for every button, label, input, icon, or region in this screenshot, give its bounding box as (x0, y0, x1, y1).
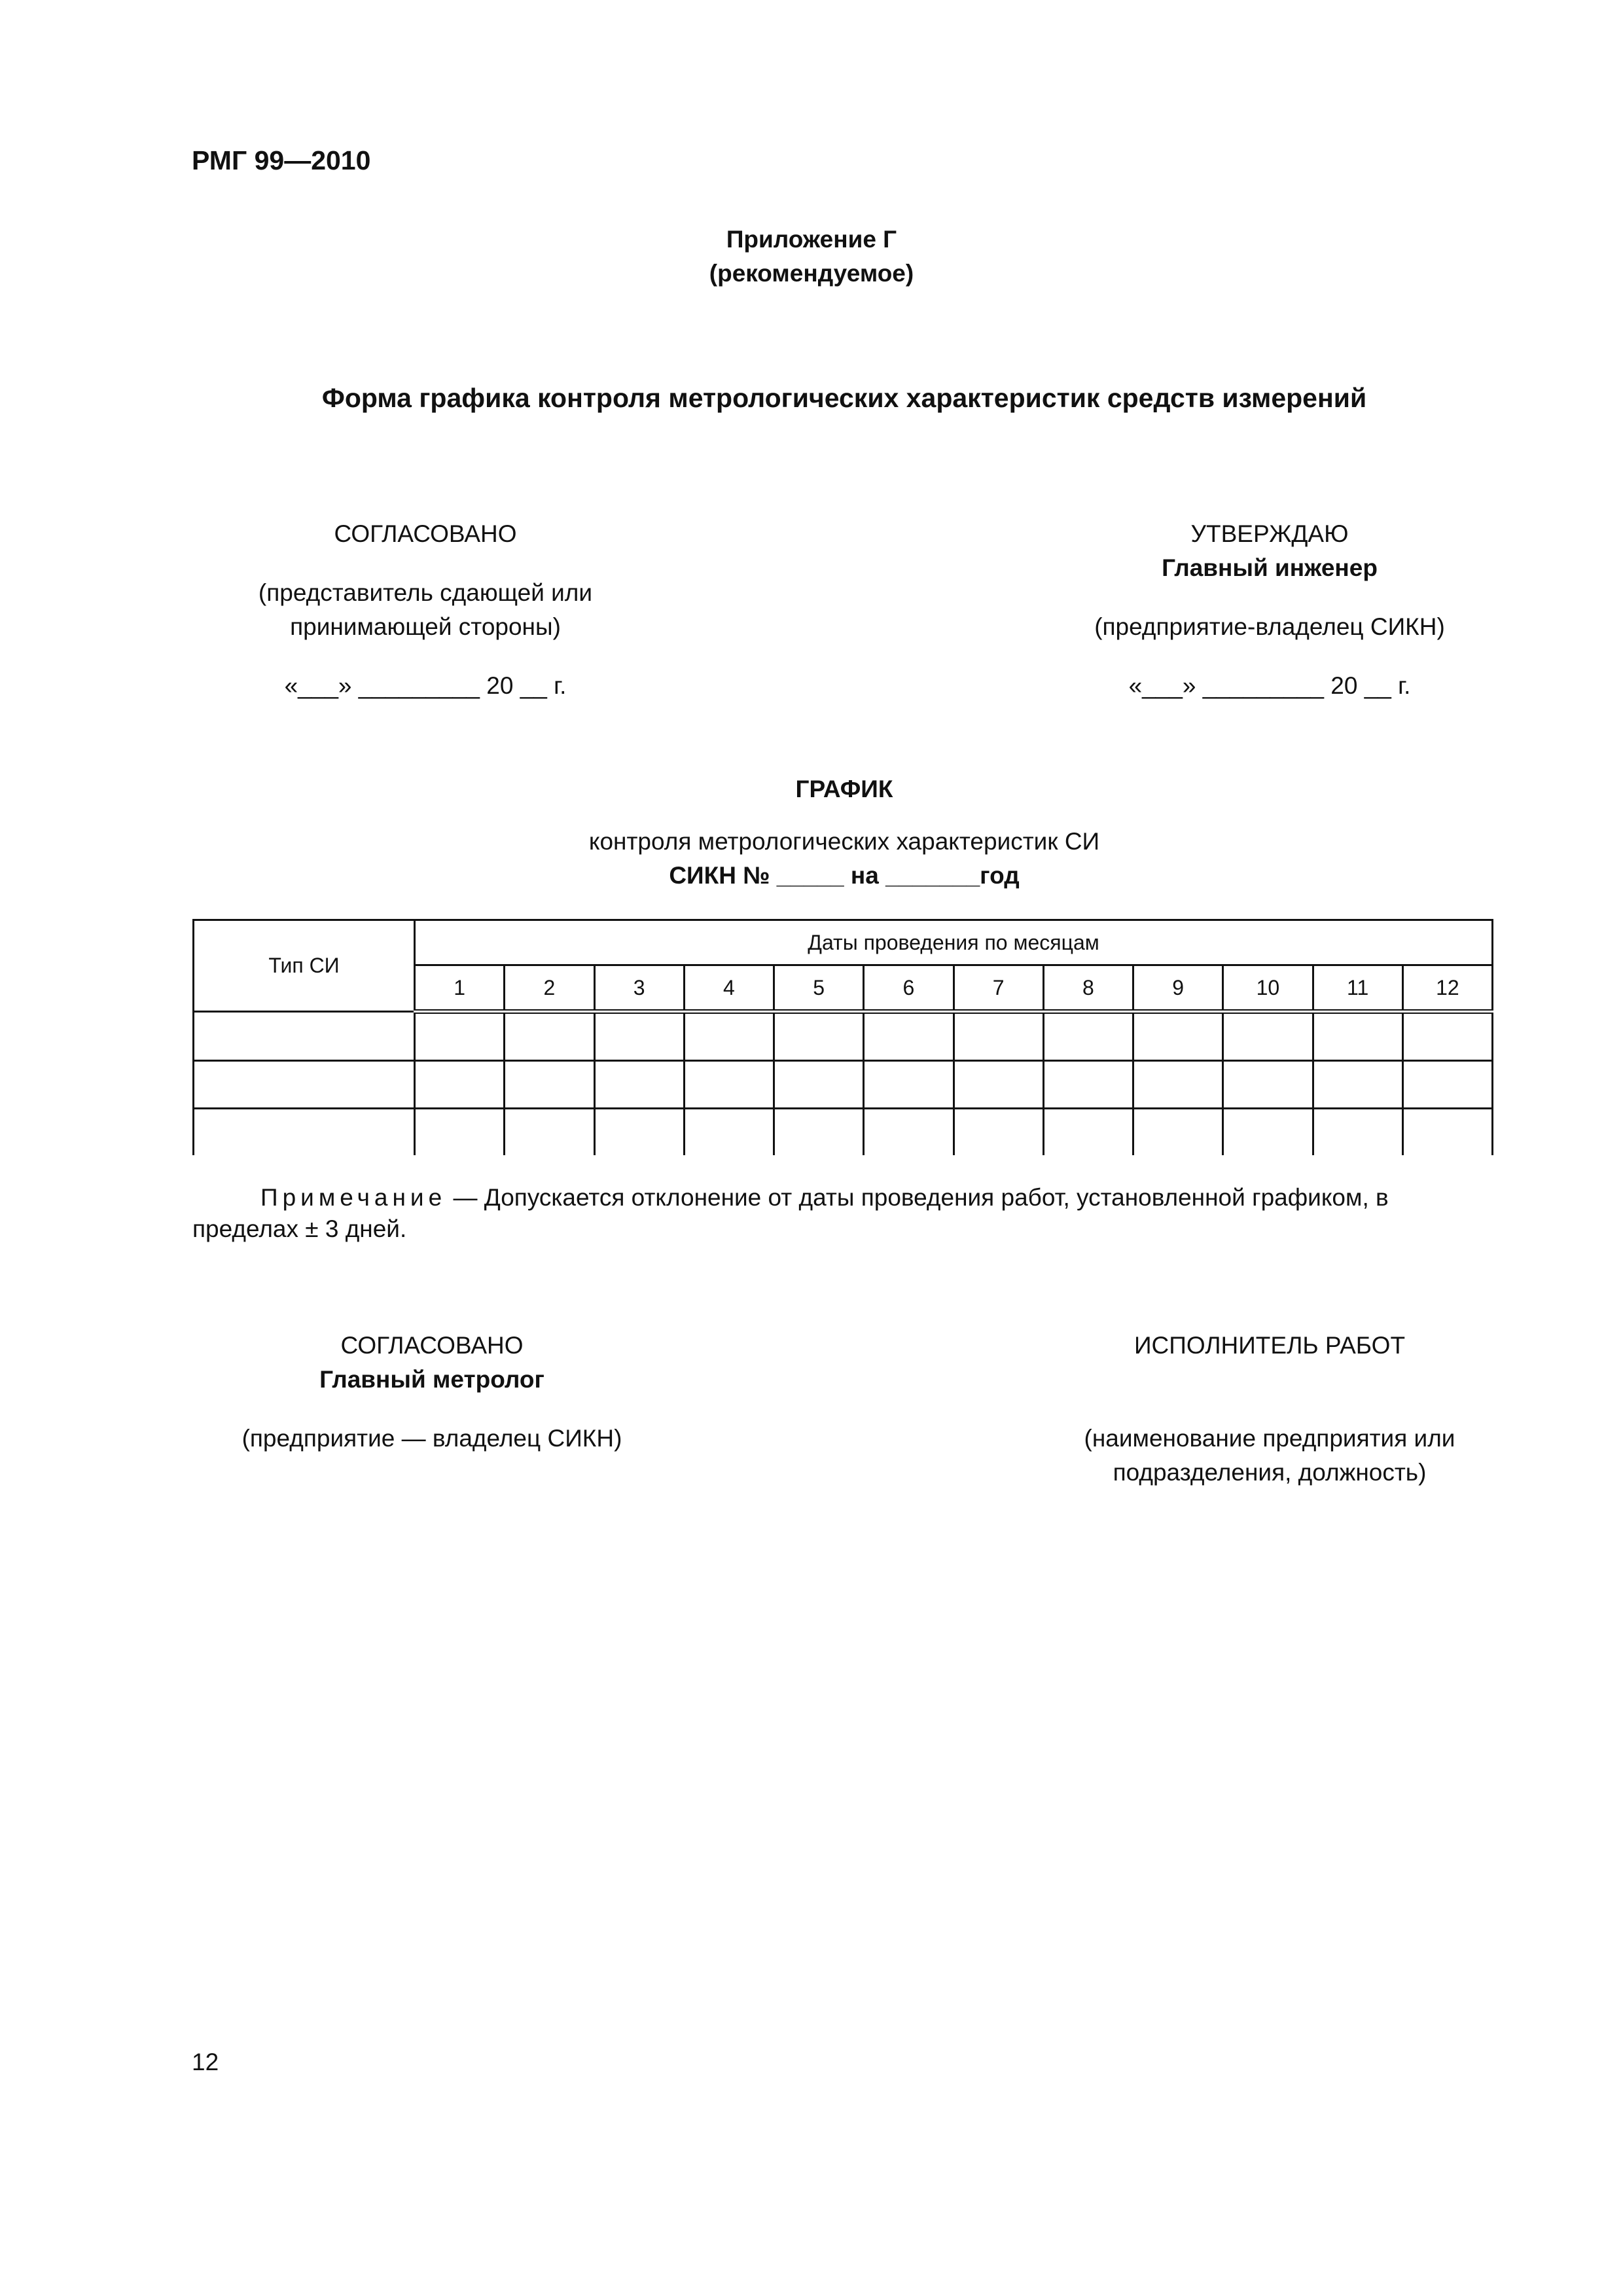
table-cell (1043, 1109, 1133, 1156)
appendix-subtitle: (рекомендуемое) (709, 260, 914, 287)
column-header-months: Даты проведения по месяцам (415, 920, 1493, 965)
month-header: 10 (1223, 965, 1313, 1012)
approval-role-line: подразделения, должность) (1113, 1459, 1427, 1486)
table-cell (594, 1061, 684, 1109)
table-cell (594, 1109, 684, 1156)
month-header: 9 (1133, 965, 1223, 1012)
table-cell (774, 1061, 864, 1109)
approval-block-agreed-top (177, 517, 674, 703)
table-cell (415, 1061, 505, 1109)
approval-role-line: (представитель сдающей или (258, 579, 593, 606)
appendix-header (550, 223, 1073, 291)
appendix-title: Приложение Г (726, 226, 897, 253)
table-cell (1043, 1012, 1133, 1061)
table-cell (954, 1109, 1043, 1156)
month-header: 5 (774, 965, 864, 1012)
table-cell (1223, 1061, 1313, 1109)
approval-heading: СОГЛАСОВАНО (334, 520, 517, 547)
table-cell (1133, 1012, 1223, 1061)
approval-position: Главный инженер (1162, 554, 1378, 581)
table-cell (1133, 1061, 1223, 1109)
note-paragraph (192, 1182, 1495, 1245)
table-cell (684, 1061, 774, 1109)
approval-position: Главный метролог (319, 1366, 544, 1393)
table-cell (864, 1061, 954, 1109)
table-cell (1313, 1012, 1402, 1061)
approval-block-approve-top (1021, 517, 1518, 703)
approval-date-line: «___» _________ 20 __ г. (1128, 672, 1411, 699)
schedule-line: СИКН № _____ на _______год (669, 862, 1020, 889)
table-cell (194, 1061, 415, 1109)
table-cell (594, 1012, 684, 1061)
month-header: 4 (684, 965, 774, 1012)
approval-date-line: «___» _________ 20 __ г. (284, 672, 567, 699)
approval-role-line: (предприятие — владелец СИКН) (241, 1425, 622, 1452)
schedule-table (192, 919, 1493, 1155)
table-cell (415, 1012, 505, 1061)
table-cell (684, 1109, 774, 1156)
column-header-type: Тип СИ (194, 920, 415, 1012)
table-cell (1313, 1109, 1402, 1156)
table-cell (684, 1012, 774, 1061)
approval-block-agreed-bottom (183, 1329, 681, 1456)
approval-block-executor (1021, 1329, 1518, 1490)
table-cell (864, 1012, 954, 1061)
table-cell (1402, 1109, 1492, 1156)
approval-heading: ИСПОЛНИТЕЛЬ РАБОТ (1133, 1332, 1406, 1359)
table-row (194, 1061, 1493, 1109)
table-cell (1313, 1061, 1402, 1109)
table-cell (954, 1012, 1043, 1061)
month-header: 12 (1402, 965, 1492, 1012)
table-cell (1402, 1061, 1492, 1109)
month-header: 3 (594, 965, 684, 1012)
table-cell (864, 1109, 954, 1156)
table-cell (505, 1109, 594, 1156)
approval-heading: СОГЛАСОВАНО (340, 1332, 524, 1359)
table-cell (1043, 1061, 1133, 1109)
table-row (194, 1109, 1493, 1156)
table-cell (1402, 1012, 1492, 1061)
month-header: 6 (864, 965, 954, 1012)
approval-heading: УТВЕРЖДАЮ (1190, 520, 1349, 547)
document-code: РМГ 99—2010 (192, 145, 371, 175)
month-header: 1 (415, 965, 505, 1012)
approval-role-line: (предприятие-владелец СИКН) (1094, 613, 1445, 640)
table-cell (1133, 1109, 1223, 1156)
table-cell (505, 1012, 594, 1061)
month-header: 8 (1043, 965, 1133, 1012)
approval-role-line: (наименование предприятия или (1084, 1425, 1455, 1452)
table-cell (1223, 1012, 1313, 1061)
note-label: Примечание (260, 1184, 447, 1211)
table-row (194, 1012, 1493, 1061)
note-text: — Допускается отклонение от даты проведения работ, установленной графиком, в пределах ± 3 дней. (192, 1184, 1389, 1242)
approval-role-line: принимающей стороны) (290, 613, 561, 640)
month-header: 2 (505, 965, 594, 1012)
table-cell (954, 1061, 1043, 1109)
schedule-subtitle: контроля метрологических характеристик СИ (588, 828, 1100, 855)
month-header: 7 (954, 965, 1043, 1012)
table-cell (415, 1109, 505, 1156)
schedule-header (458, 772, 1230, 893)
table-cell (194, 1012, 415, 1061)
table-cell (774, 1109, 864, 1156)
schedule-title: ГРАФИК (795, 776, 893, 802)
month-header: 11 (1313, 965, 1402, 1012)
table-cell (505, 1061, 594, 1109)
table-cell (774, 1012, 864, 1061)
form-title: Форма графика контроля метрологических характеристик средств измерений (321, 383, 1367, 413)
table-cell (194, 1109, 415, 1156)
page-number: 12 (192, 2049, 219, 2075)
table-cell (1223, 1109, 1313, 1156)
